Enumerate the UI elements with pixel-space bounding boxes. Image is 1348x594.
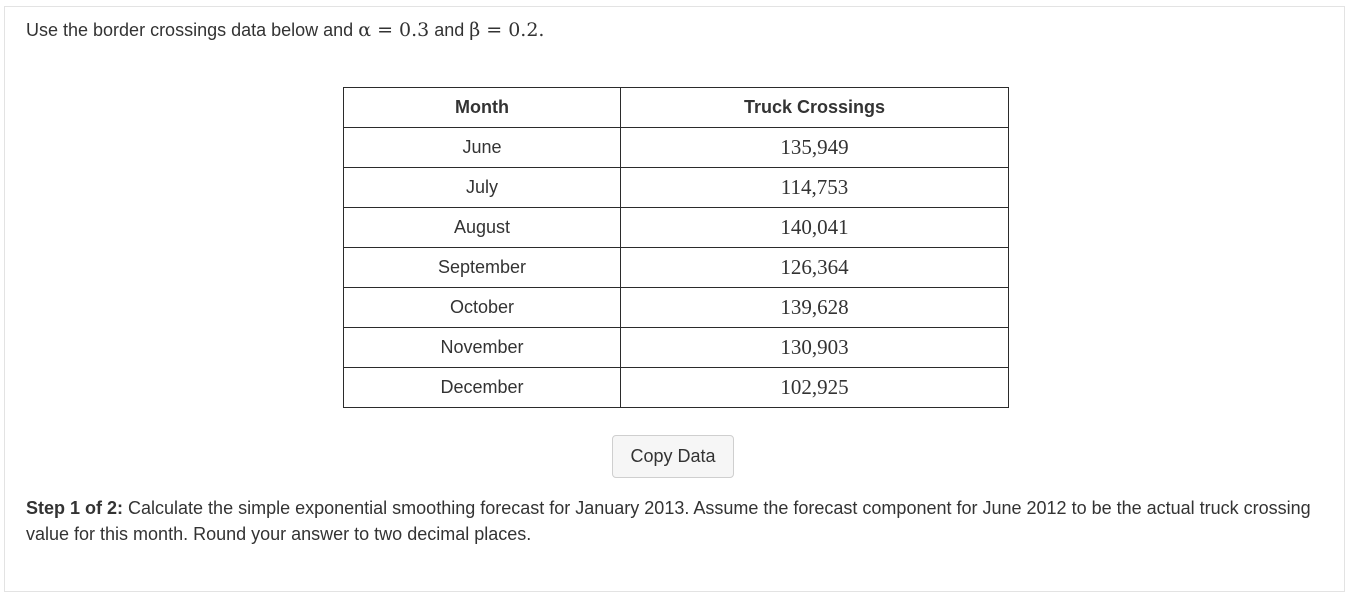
table-row [344,368,1009,408]
month-cell: November [344,328,621,368]
alpha-value: 0.3 [398,19,430,41]
table-header-row [344,88,1009,128]
table-row [344,208,1009,248]
step-instructions [26,495,1326,547]
table-row [344,168,1009,208]
table-row [344,328,1009,368]
crossings-cell: 102,925 [621,368,1009,408]
truck-crossings-column-header: Truck Crossings [621,88,1009,128]
table-row [344,128,1009,168]
intro-text [26,17,544,43]
month-cell: October [344,288,621,328]
crossings-cell: 126,364 [621,248,1009,288]
month-cell: August [344,208,621,248]
crossings-cell: 140,041 [621,208,1009,248]
table-row [344,288,1009,328]
crossings-cell: 130,903 [621,328,1009,368]
alpha-symbol: α [358,19,372,41]
intro-period: . [538,19,545,41]
month-cell: December [344,368,621,408]
beta-value: 0.2 [508,19,539,41]
crossings-table [343,87,1009,408]
step-text: Calculate the simple exponential smoothing forecast for January 2013. Assume the forecast component for June 2012 to be the actual truck crossing value for this month. Round your answer to two decimal places. [26,498,1311,544]
crossings-cell: 139,628 [621,288,1009,328]
intro-and: and [434,20,465,40]
beta-equals: = [486,19,503,41]
month-column-header: Month [344,88,621,128]
crossings-table-wrapper [343,87,1009,408]
beta-symbol: β [469,19,481,41]
alpha-equals: = [377,19,393,41]
copy-data-button[interactable]: Copy Data [612,435,734,478]
crossings-cell: 135,949 [621,128,1009,168]
intro-text-before: Use the border crossings data below and [26,20,354,40]
step-label: Step 1 of 2: [26,498,124,518]
month-cell: July [344,168,621,208]
question-card [4,6,1345,592]
month-cell: September [344,248,621,288]
crossings-cell: 114,753 [621,168,1009,208]
month-cell: June [344,128,621,168]
table-row [344,248,1009,288]
